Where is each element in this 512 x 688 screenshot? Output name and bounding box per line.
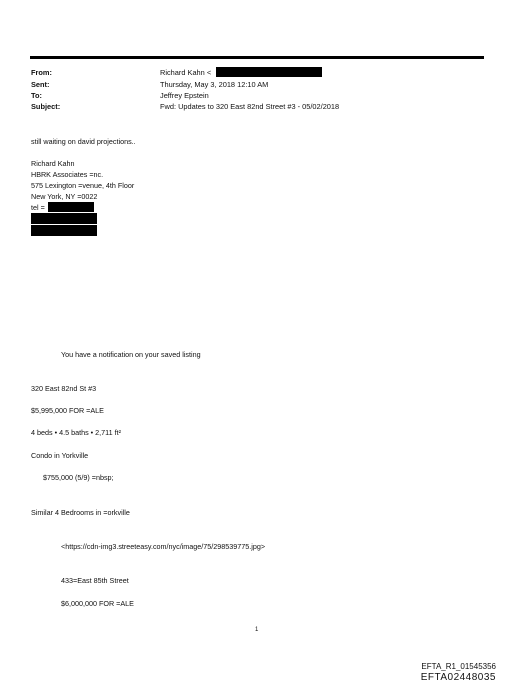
message-line: still waiting on david projections.. <box>31 137 136 146</box>
redaction-box <box>31 225 97 236</box>
to-label: To: <box>31 91 42 100</box>
footer-reference: EFTA_R1_01545356 <box>421 662 496 671</box>
header-divider <box>30 56 484 59</box>
signature-address: 575 Lexington =venue, 4th Floor <box>31 181 135 190</box>
similar-price: $6,000,000 FOR =ALE <box>61 599 134 608</box>
redaction-box <box>48 202 94 212</box>
signature-name: Richard Kahn <box>31 159 75 168</box>
subject-label: Subject: <box>31 102 61 111</box>
redaction-box <box>216 67 322 77</box>
notification-text: You have a notification on your saved listing <box>61 350 201 359</box>
to-value: Jeffrey Epstein <box>160 91 209 100</box>
signature-tel: tel = <box>31 203 45 212</box>
sent-value: Thursday, May 3, 2018 12:10 AM <box>160 80 269 89</box>
listing-price: $5,995,000 FOR =ALE <box>31 406 104 415</box>
image-link[interactable]: <https://cdn-img3.streeteasy.com/nyc/image/75/298539775.jpg> <box>61 542 266 551</box>
sent-label: Sent: <box>31 80 50 89</box>
subject-value: Fwd: Updates to 320 East 82nd Street #3 - 05/02/2018 <box>160 102 340 111</box>
similar-heading: Similar 4 Bedrooms in =orkville <box>31 508 130 517</box>
signature-company: HBRK Associates =nc. <box>31 170 104 179</box>
listing-details: 4 beds • 4.5 baths • 2,711 ft² <box>31 428 122 437</box>
listing-address: 320 East 82nd St #3 <box>31 384 97 393</box>
similar-address: 433=East 85th Street <box>61 576 129 585</box>
listing-price-change: $755,000 (5/9) =nbsp; <box>43 473 114 482</box>
from-label: From: <box>31 68 52 77</box>
from-value: Richard Kahn < <box>160 68 212 77</box>
footer-bates-number: EFTA02448035 <box>420 672 496 683</box>
redaction-box <box>31 213 97 224</box>
listing-location: Condo in Yorkville <box>31 451 89 460</box>
page-number: 1 <box>255 627 259 633</box>
signature-city: New York, NY =0022 <box>31 192 98 201</box>
